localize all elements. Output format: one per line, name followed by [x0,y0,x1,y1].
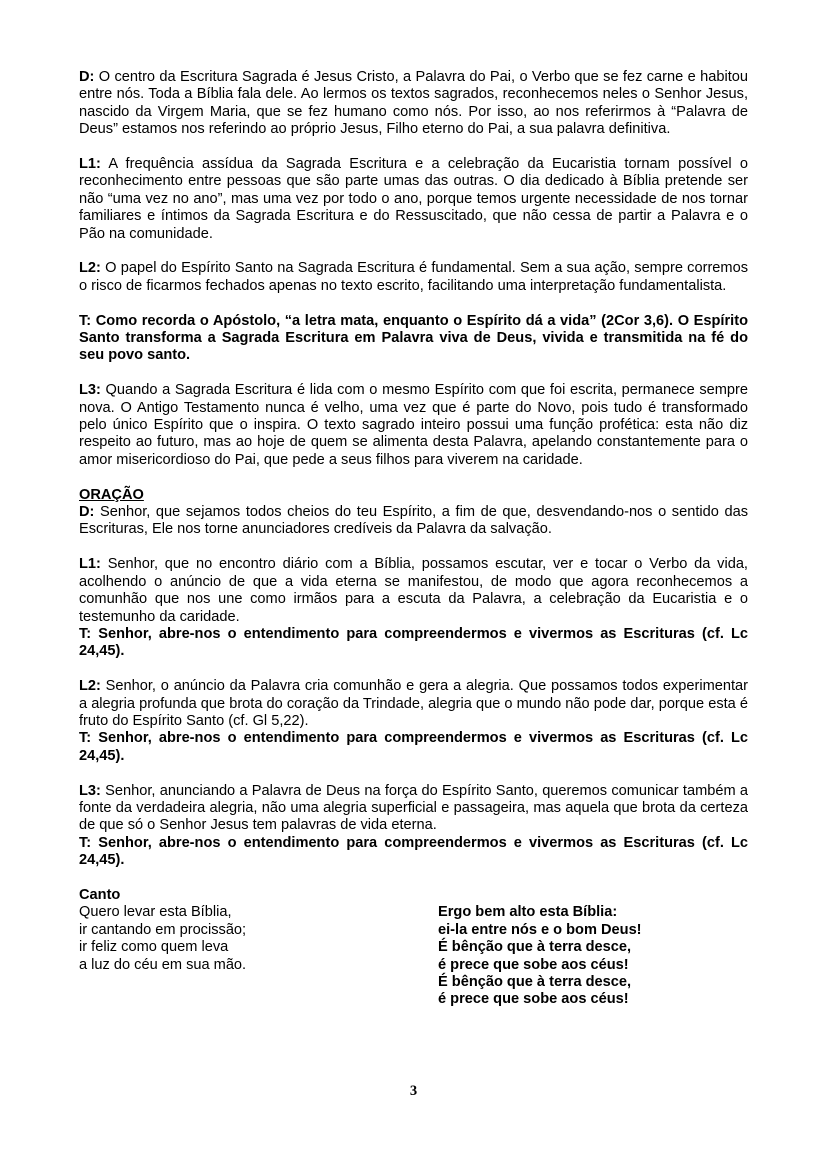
verse-line: a luz do céu em sua mão. [79,956,247,973]
song-verse [79,904,438,1008]
speaker-label: L3: [79,382,101,399]
page-number: 3 [409,1083,418,1099]
refrain-line: é prece que sobe aos céus! [438,991,629,1008]
refrain-line: É bênção que à terra desce, [438,939,632,956]
paragraph-text: Senhor, que sejamos todos cheios do teu Espírito, a fim de que, desvendando-nos o sentido das Escrituras, Ele nos torne anunciadores credíveis da Palavra da salvação. [79,504,748,538]
section-heading-oracao: ORAÇÃO [79,486,144,503]
speaker-label: D: [79,69,95,85]
paragraph-l3-intro [79,382,748,469]
speaker-label: L2: [79,678,101,695]
paragraph-l1-oracao [79,556,748,626]
paragraph-text: Senhor, anunciando a Palavra de Deus na força do Espírito Santo, queremos comunicar também a fonte da verdadeira alegria, não uma alegria superficial e passageira, mas aquela que brota da certeza de que só o Senhor Jesus tem palavras de vida eterna. [79,782,748,834]
song-refrain [438,904,642,1008]
paragraph-text: A frequência assídua da Sagrada Escritura e a celebração da Eucaristia tornam possível o reconhecimento entre pessoas que são parte umas das outras. O dia dedicado à Bíblia pretende ser não “uma vez no ano”, mas uma vez por todo o ano, porque temos urgente necessidade de nos tornar familiares e íntimos da Sagrada Escritura e do Ressuscitado, que não cessa de partir a Palavra e o Pão na comunidade. [79,156,748,242]
refrain-line: Ergo bem alto esta Bíblia: [438,904,618,921]
response-line: T: Senhor, abre-nos o entendimento para compreendermos e vivermos as Escrituras (cf. Lc 24,45). [79,730,748,764]
speaker-label: D: [79,504,95,521]
paragraph-l2-intro [79,260,748,295]
paragraph-text: Senhor, que no encontro diário com a Bíblia, possamos escutar, ver e tocar o Verbo da vida, acolhendo o anúncio de que a vida eterna se manifestou, de modo que agora reconhecemos a comunhão que nos une como irmãos para a escuta da Palavra, a celebração da Eucaristia e o testemunho da caridade. [79,556,748,625]
canto-title: Canto [79,886,121,903]
refrain-line: ei-la entre nós e o bom Deus! [438,921,642,938]
refrain-line: É bênção que à terra desce, [438,973,632,990]
paragraph-text: Quando a Sagrada Escritura é lida com o mesmo Espírito com que foi escrita, permanece sempre nova. O Antigo Testamento nunca é velho, uma vez que é parte do Novo, pois tudo é transformado pelo único Espírito que o inspira. O texto sagrado inteiro possui uma função profética: esta não diz respeito ao futuro, mas ao hoje de quem se alimenta desta Palavra, apelando constantemente para o amor misericordioso do Pai, que pede a seus filhos para viverem na caridade. [79,382,748,468]
response-line: T: Senhor, abre-nos o entendimento para compreendermos e vivermos as Escrituras (cf. Lc 24,45). [79,834,748,869]
paragraph-d-oracao [79,504,748,539]
paragraph-text: Senhor, o anúncio da Palavra cria comunhão e gera a alegria. Que possamos todos experimentar a alegria profunda que brota do coração da Trindade, alegria que o mundo não pode dar, porque esta é fruto do Espírito Santo (cf. Gl 5,22). [79,678,748,729]
paragraph-l2-oracao [79,678,748,730]
speaker-label: L2: [79,260,101,277]
song-lyrics [79,904,748,1008]
response-line: T: Senhor, abre-nos o entendimento para compreendermos e vivermos as Escrituras (cf. Lc 24,45). [79,625,748,660]
refrain-line: é prece que sobe aos céus! [438,956,629,973]
paragraph-d-intro [79,69,748,139]
paragraph-text: O papel do Espírito Santo na Sagrada Escritura é fundamental. Sem a sua ação, sempre corremos o risco de ficarmos fechados apenas no texto escrito, facilitando uma interpretação fundamentalista. [79,260,748,294]
paragraph-l1-intro [79,156,748,243]
verse-line: Quero levar esta Bíblia, [79,904,232,921]
document-page [79,69,748,1009]
paragraph-t-intro: T: Como recorda o Apóstolo, “a letra mata, enquanto o Espírito dá a vida” (2Cor 3,6). O Espírito Santo transforma a Sagrada Escritura em Palavra viva de Deus, vivida e transmitida na fé do seu povo santo. [79,312,748,364]
speaker-label: L1: [79,156,101,173]
speaker-label: L1: [79,556,101,573]
paragraph-l3-oracao [79,783,748,835]
paragraph-text: O centro da Escritura Sagrada é Jesus Cristo, a Palavra do Pai, o Verbo que se fez carne e habitou entre nós. Toda a Bíblia fala dele. Ao lermos os textos sagrados, reconhecemos neles o Senhor Jesus, nascido da Virgem Maria, que se fez humano como nós. Por isso, ao nos referirmos à “Palavra de Deus” estamos nos referindo ao próprio Jesus, Filho eterno do Pai, a sua palavra definitiva. [79,69,748,138]
speaker-label: L3: [79,782,101,799]
verse-line: ir feliz como quem leva [79,939,229,956]
verse-line: ir cantando em procissão; [79,921,247,938]
